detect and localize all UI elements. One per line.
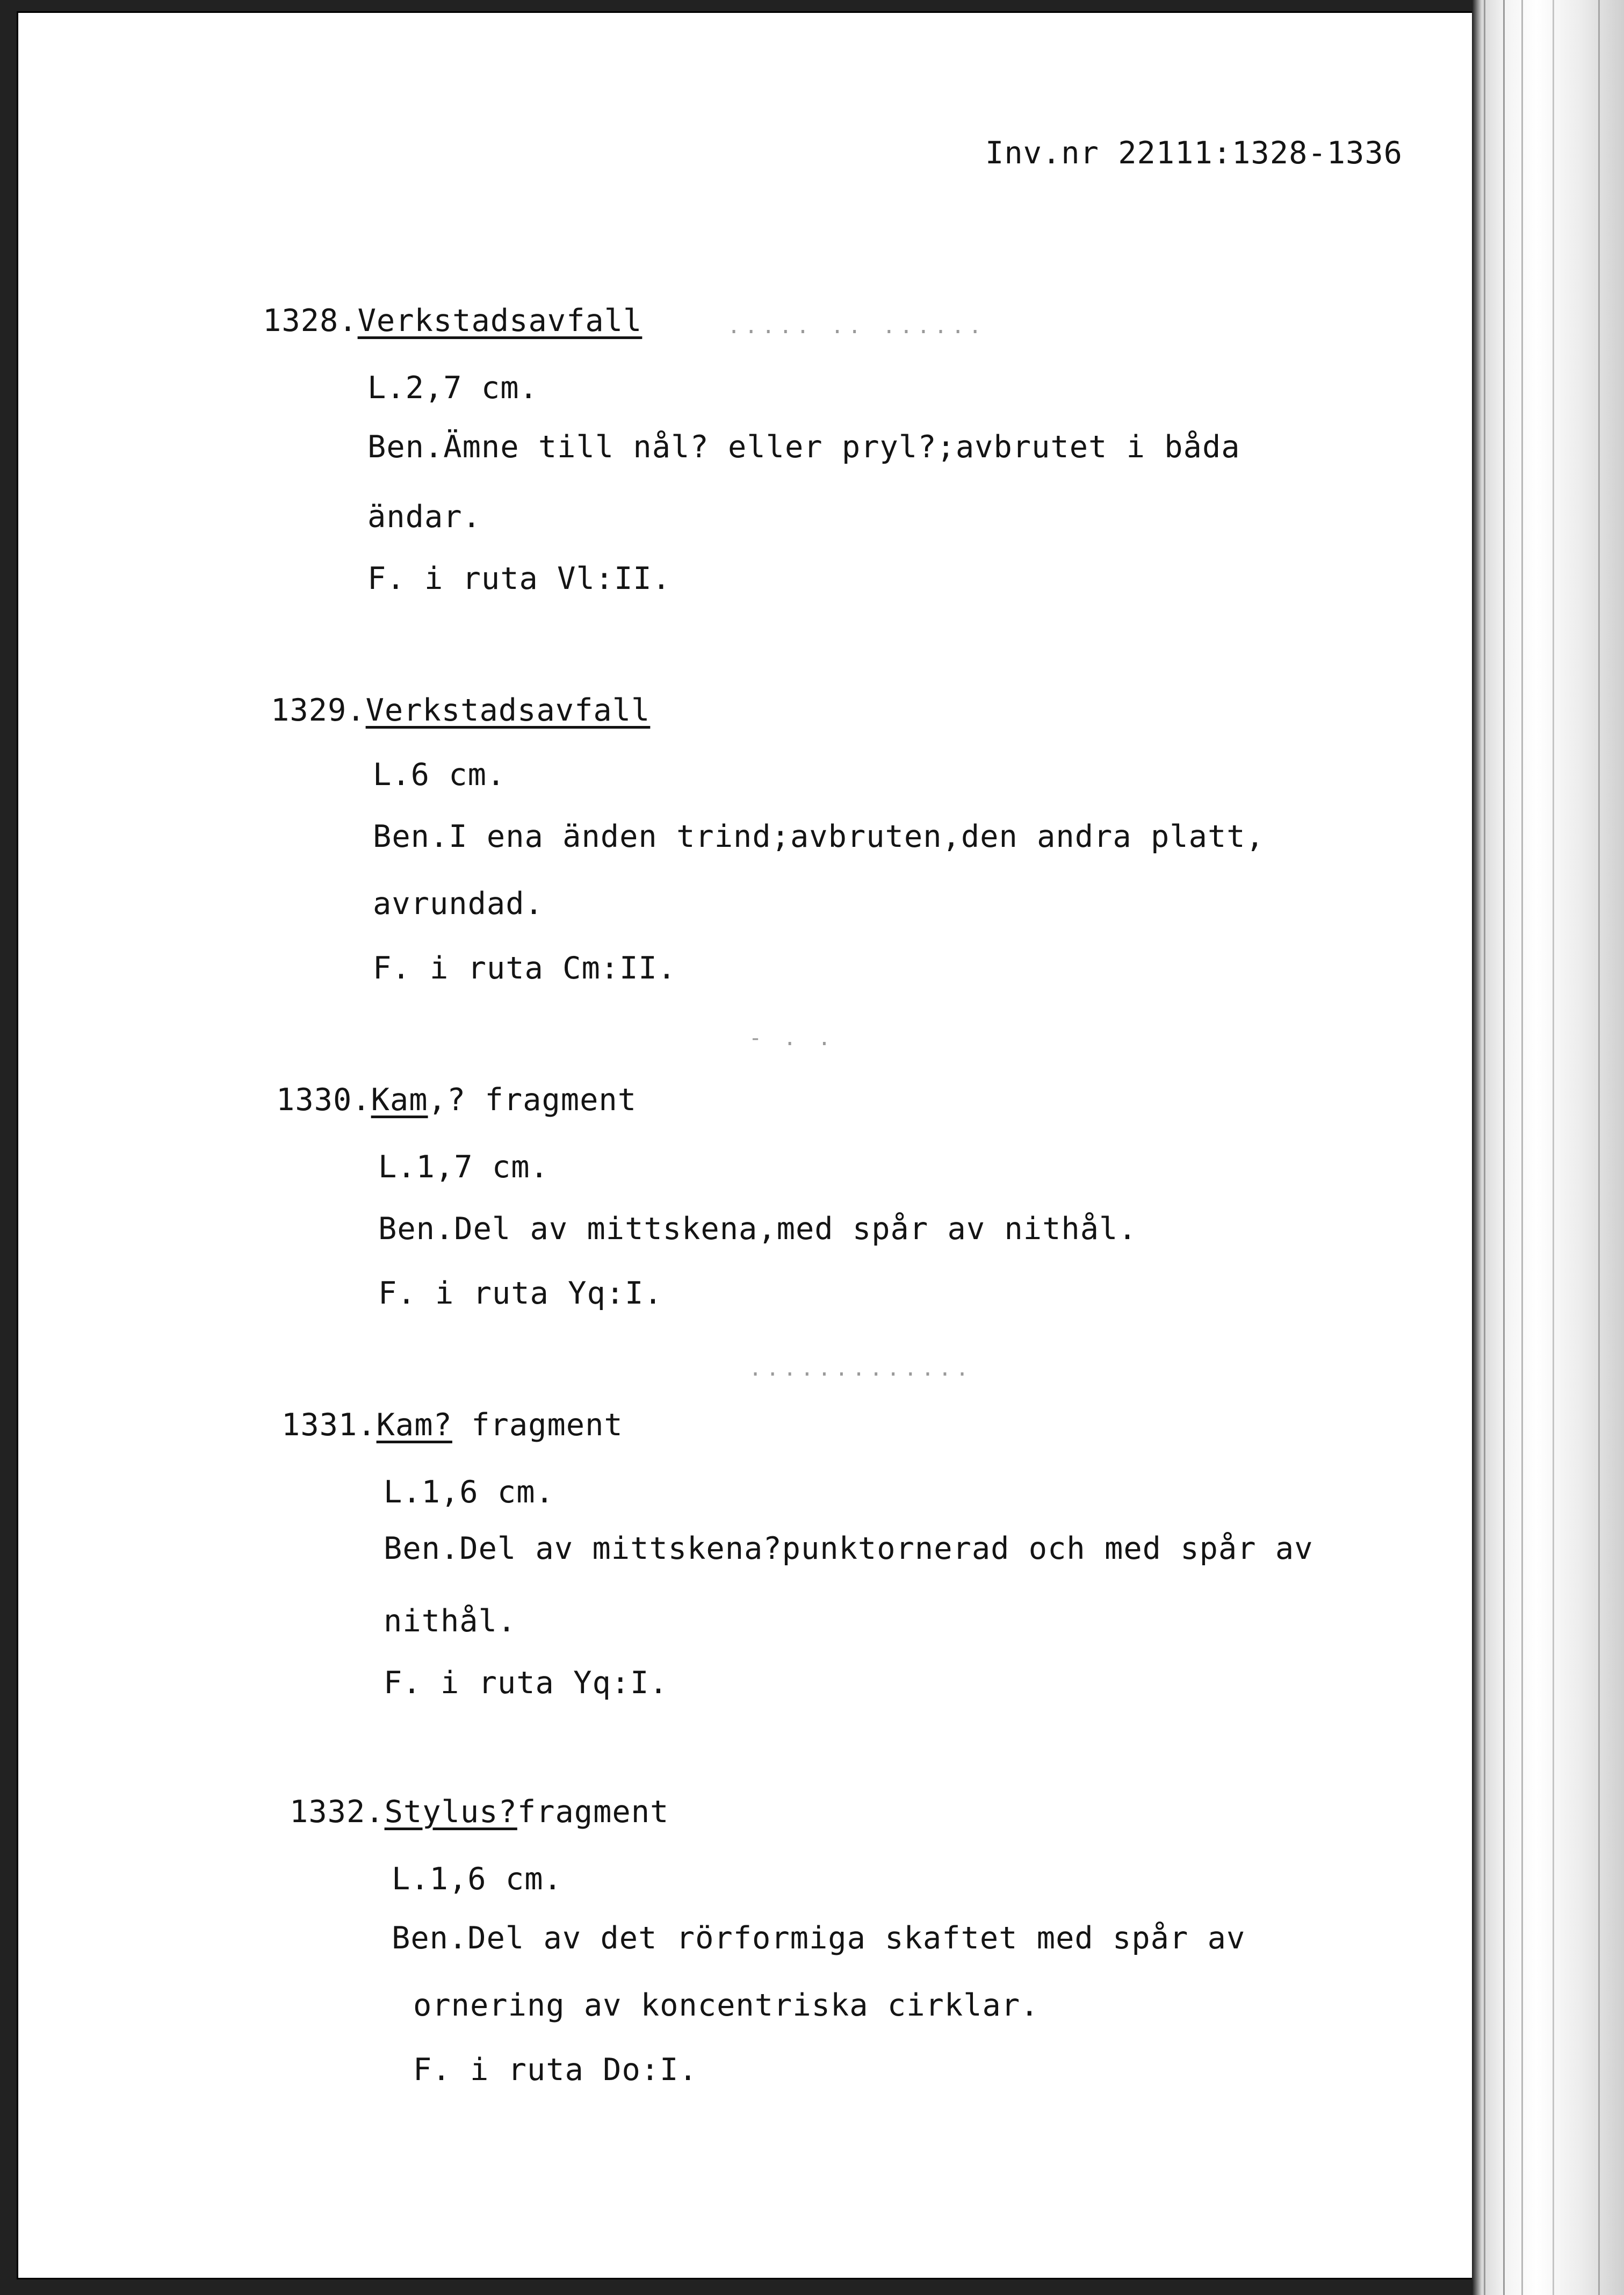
- entry-line: F. i ruta Cm:II.: [373, 951, 677, 986]
- entry-title-suffix: ,? fragment: [428, 1082, 637, 1118]
- entry-title: Kam: [371, 1082, 428, 1118]
- entry-line: F. i ruta Do:I.: [413, 2052, 698, 2088]
- entry-line: ändar.: [367, 499, 481, 535]
- entry-line: L.6 cm.: [373, 757, 506, 793]
- entry-line: L.1,6 cm.: [392, 1861, 562, 1897]
- entry-1328-heading: [263, 303, 642, 339]
- entry-number: 1328.: [263, 303, 358, 339]
- entry-line: Ben.Ämne till nål? eller pryl?;avbrutet i båda: [367, 429, 1240, 465]
- inventory-number: Inv.nr 22111:1328-1336: [985, 135, 1403, 171]
- entry-line: F. i ruta Vl:II.: [367, 561, 672, 596]
- entry-line: L.2,7 cm.: [367, 370, 538, 406]
- entry-number: 1330.: [276, 1082, 371, 1118]
- scan-artifact: ..... .. ......: [727, 314, 986, 339]
- entry-line: Ben.I ena änden trind;avbruten,den andra platt,: [373, 819, 1265, 854]
- entry-line: Ben.Del av mittskena,med spår av nithål.: [378, 1211, 1137, 1247]
- document-page: [18, 13, 1472, 2278]
- binding-line: [1553, 0, 1554, 2295]
- entry-title: Verkstadsavfall: [357, 303, 643, 339]
- binding-line: [1598, 0, 1600, 2295]
- entry-title-suffix: fragment: [452, 1407, 623, 1443]
- entry-line: Ben.Del av det rörformiga skaftet med spår av: [392, 1920, 1246, 1956]
- entry-line: F. i ruta Yq:I.: [378, 1276, 663, 1311]
- entry-1331-heading: [282, 1407, 623, 1443]
- entry-title: Stylus?: [384, 1794, 517, 1830]
- entry-line: nithål.: [384, 1603, 517, 1639]
- entry-line: avrundad.: [373, 886, 544, 922]
- binding-line: [1503, 0, 1505, 2295]
- entry-1330-heading: [276, 1082, 637, 1118]
- binding-line: [1484, 0, 1485, 2295]
- entry-number: 1332.: [290, 1794, 385, 1830]
- entry-line: F. i ruta Yq:I.: [384, 1665, 668, 1701]
- entry-1332-heading: [290, 1794, 669, 1830]
- binding-line: [1521, 0, 1523, 2295]
- scan-artifact: - . .: [749, 1026, 835, 1051]
- entry-line: L.1,7 cm.: [378, 1149, 549, 1185]
- entry-line: Ben.Del av mittskena?punktornerad och med spår av: [384, 1531, 1313, 1566]
- entry-line: L.1,6 cm.: [384, 1474, 554, 1510]
- entry-number: 1331.: [282, 1407, 377, 1443]
- entry-title: Kam?: [376, 1407, 452, 1443]
- entry-title-suffix: fragment: [517, 1794, 669, 1830]
- entry-title: Verkstadsavfall: [365, 693, 651, 728]
- entry-line: ornering av koncentriska cirklar.: [413, 1988, 1040, 2023]
- scan-artifact: .............: [749, 1356, 973, 1381]
- entry-1329-heading: [271, 693, 650, 728]
- entry-number: 1329.: [271, 693, 366, 728]
- book-binding-edge: [1472, 0, 1624, 2295]
